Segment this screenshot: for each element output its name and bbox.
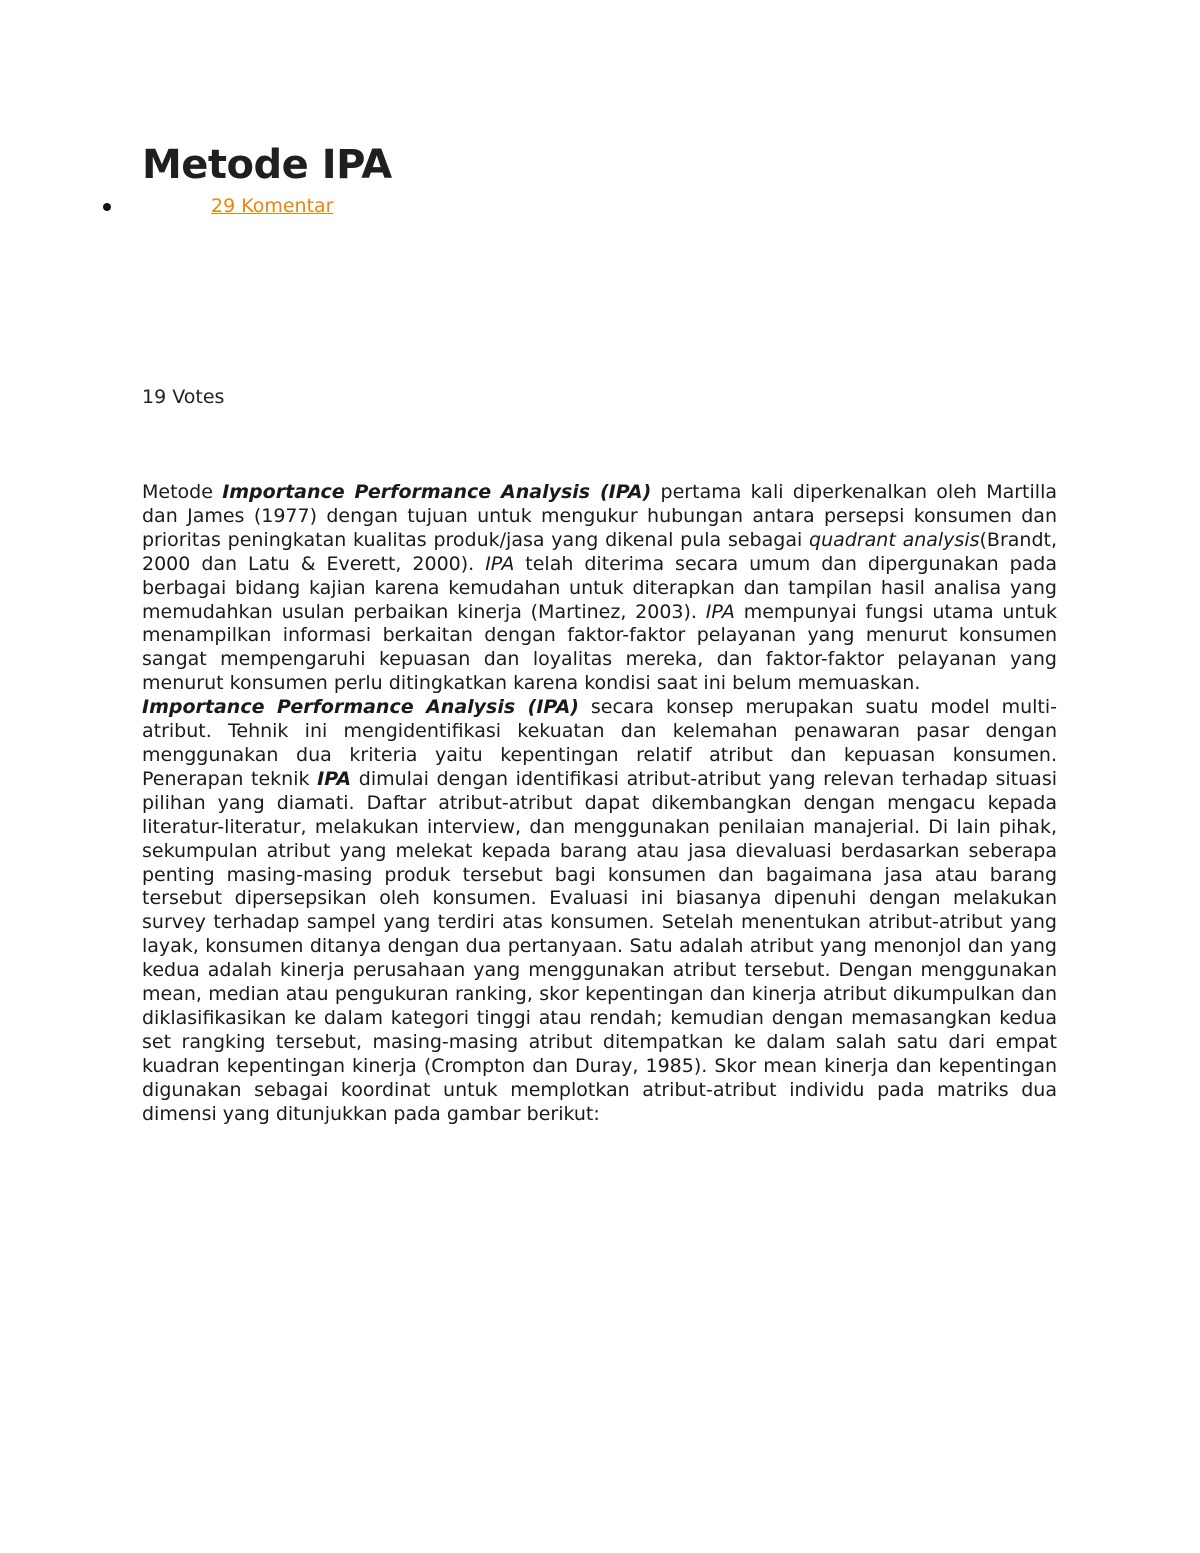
article-body xyxy=(142,481,1057,1126)
text-segment: mempunyai fungsi utama untuk menampilkan informasi berkaitan dengan faktor-faktor pelayanan yang menurut konsumen sangat mempengaruhi kepuasan dan loyalitas mereka, dan faktor-faktor pelayanan yang menurut konsumen perlu ditingkatkan karena kondisi saat ini belum memuaskan. xyxy=(142,600,1057,695)
ipa-abbr: IPA xyxy=(705,600,735,623)
text-segment: Metode xyxy=(142,481,223,503)
text-segment: telah diterima secara umum dan dipergunakan pada berbagai bidang kajian karena kemudahan untuk diterapkan dan tampilan hasil analisa yang memudahkan usulan perbaikan kinerja (Martinez, 2003). xyxy=(142,552,1058,623)
text-segment: secara konsep merupakan suatu model multi-atribut. Tehnik ini mengidentifikasi kekuatan dan kelemahan penawaran pasar dengan menggunakan dua kriteria yaitu kepentingan relatif atribut dan kepuasan konsumen. Penerapan teknik xyxy=(142,696,1057,790)
ipa-term: Importance Performance Analysis (IPA) xyxy=(142,696,579,719)
text-segment: (Brandt, 2000 dan Latu & Everett, 2000). xyxy=(142,528,1057,575)
text-segment: pertama kali diperkenalkan oleh Martilla dan James (1977) dengan tujuan untuk mengukur hubungan antara persepsi konsumen dan prioritas peningkatan kualitas produk/jasa yang dikenal pula sebagai xyxy=(142,481,1057,551)
quadrant-analysis-term: quadrant analysis xyxy=(809,528,980,551)
paragraph-2 xyxy=(142,696,1057,1126)
paragraph-1 xyxy=(142,481,1057,696)
votes-count: 19 Votes xyxy=(142,386,225,408)
ipa-abbr: IPA xyxy=(317,767,352,790)
bullet-icon xyxy=(103,203,111,211)
page-title: Metode IPA xyxy=(142,142,392,188)
text-segment: dimulai dengan identifikasi atribut-atribut yang relevan terhadap situasi pilihan yang diamati. Daftar atribut-atribut dapat dikembangkan dengan mengacu kepada literatur-literatur, melakukan interview, dan menggunakan penilaian manajerial. Di lain pihak, sekumpulan atribut yang melekat kepada barang atau jasa dievaluasi berdasarkan seberapa penting masing-masing produk tersebut bagi konsumen dan bagaimana jasa atau barang tersebut dipersepsikan oleh konsumen. Evaluasi ini biasanya dipenuhi dengan melakukan survey terhadap sampel yang terdiri atas konsumen. Setelah menentukan atribut-atribut yang layak, konsumen ditanya dengan dua pertanyaan. Satu adalah atribut yang menonjol dan yang kedua adalah kinerja perusahaan yang menggunakan atribut tersebut. Dengan menggunakan mean, median atau pengukuran ranking, skor kepentingan dan kinerja atribut dikumpulkan dan diklasifikasikan ke dalam kategori tinggi atau rendah; kemudian dengan memasangkan kedua set rangking tersebut, masing-masing atribut ditempatkan ke dalam salah satu dari empat kuadran kepentingan kinerja (Crompton dan Duray, 1985). Skor mean kinerja dan kepentingan digunakan sebagai koordinat untuk memplotkan atribut-atribut individu pada matriks dua dimensi yang ditunjukkan pada gambar berikut: xyxy=(142,767,1057,1125)
ipa-term: Importance Performance Analysis (IPA) xyxy=(222,481,652,503)
comments-list-item xyxy=(100,196,600,222)
comments-link[interactable]: 29 Komentar xyxy=(211,195,334,217)
ipa-abbr: IPA xyxy=(485,552,515,575)
